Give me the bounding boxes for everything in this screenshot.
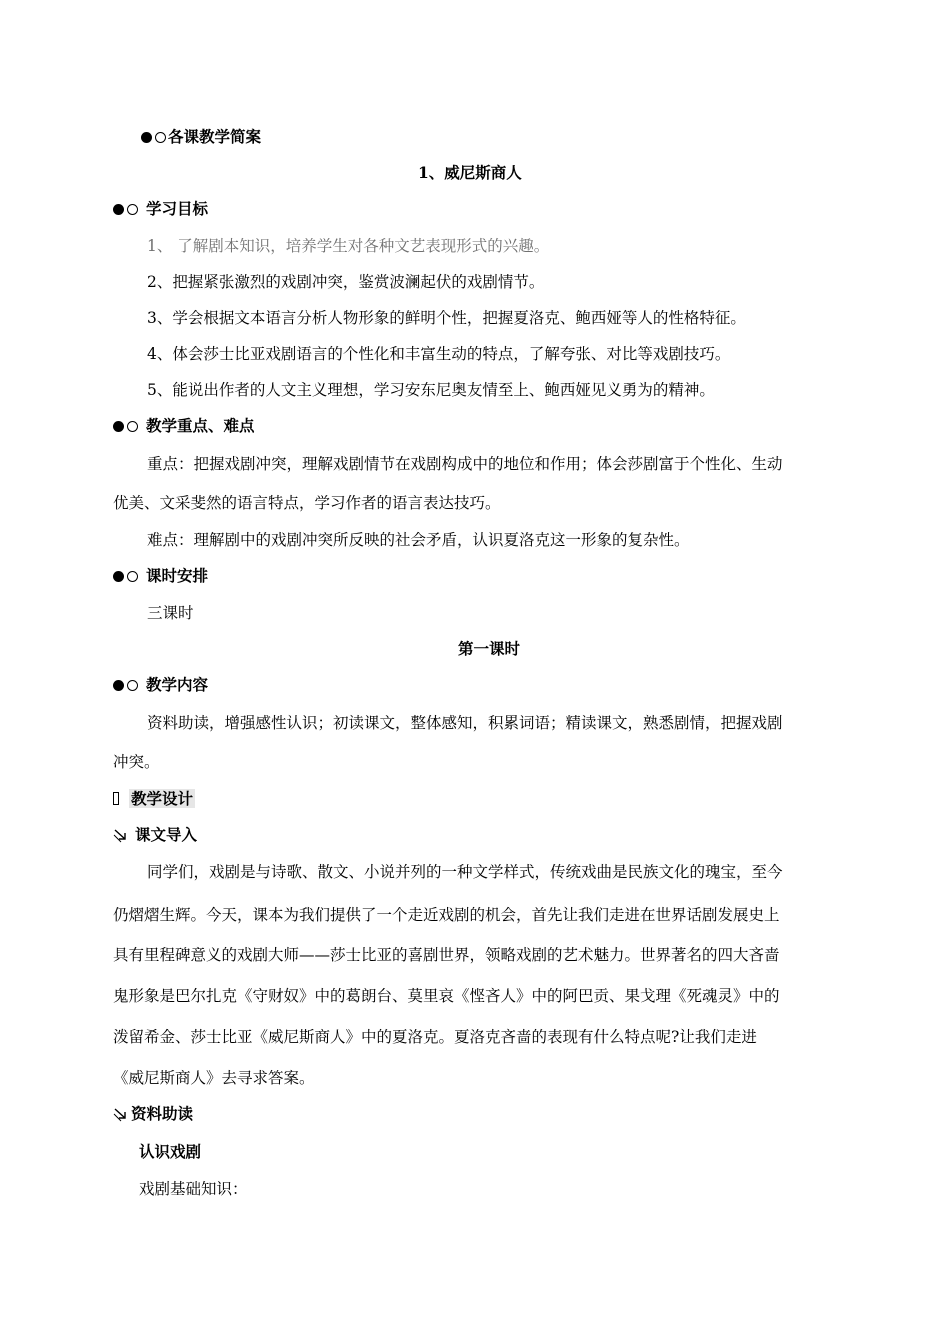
objective-item: 1、 了解剧本知识，培养学生对各种文艺表现形式的兴趣。 — [147, 237, 550, 255]
lesson-title: 1、威尼斯商人 — [418, 163, 522, 182]
intro-paragraph-line: 具有里程碑意义的戏剧大师——莎士比亚的喜剧世界，领略戏剧的艺术魅力。世界著名的四大吝啬 — [113, 946, 780, 964]
intro-paragraph-line: 《威尼斯商人》去寻求答案。 — [113, 1069, 315, 1087]
difficulty-text: 难点：理解剧中的戏剧冲突所反映的社会矛盾，认识夏洛克这一形象的复杂性。 — [147, 531, 690, 549]
focus-text-cont: 优美、文采斐然的语言特点，学习作者的语言表达技巧。 — [113, 494, 501, 512]
hollow-circle-icon — [127, 680, 138, 691]
reading-subheading: 认识戏剧 — [139, 1142, 202, 1161]
intro-heading-text: 课文导入 — [135, 825, 198, 844]
intro-paragraph-line: 同学们，戏剧是与诗歌、散文、小说并列的一种文学样式，传统戏曲是民族文化的瑰宝，至今 — [147, 863, 783, 881]
reading-text: 戏剧基础知识： — [139, 1180, 248, 1198]
filled-circle-icon — [113, 204, 124, 215]
objectives-heading — [113, 199, 208, 219]
section-title — [141, 127, 261, 147]
objectives-heading-text: 学习目标 — [146, 199, 209, 218]
schedule-heading-text: 课时安排 — [146, 566, 209, 585]
filled-circle-icon — [141, 132, 152, 143]
intro-paragraph-line: 泼留希金、莎士比亚《威尼斯商人》中的夏洛克。夏洛克吝啬的表现有什么特点呢?让我们走进 — [113, 1028, 757, 1046]
content-heading — [113, 675, 208, 695]
schedule-heading — [113, 566, 208, 586]
hollow-circle-icon — [127, 204, 138, 215]
hollow-circle-icon — [127, 421, 138, 432]
arrow-bullet-icon — [113, 1106, 129, 1122]
reading-heading — [113, 1104, 193, 1124]
design-heading-text: 教学设计 — [131, 789, 194, 808]
schedule-text: 三课时 — [147, 604, 194, 622]
filled-circle-icon — [113, 571, 124, 582]
objective-item: 5、能说出作者的人文主义理想，学习安东尼奥友情至上、鲍西娅见义勇为的精神。 — [147, 381, 715, 399]
content-heading-text: 教学内容 — [146, 675, 209, 694]
first-lesson-title: 第一课时 — [458, 639, 521, 658]
key-points-heading-text: 教学重点、难点 — [146, 416, 255, 435]
section-title-text: 各课教学简案 — [168, 127, 262, 146]
reading-heading-text: 资料助读 — [131, 1104, 194, 1123]
design-heading — [113, 789, 195, 809]
filled-circle-icon — [113, 421, 124, 432]
objective-item: 3、学会根据文本语言分析人物形象的鲜明个性，把握夏洛克、鲍西娅等人的性格特征。 — [147, 309, 746, 327]
arrow-bullet-icon — [113, 827, 129, 843]
focus-text: 重点：把握戏剧冲突，理解戏剧情节在戏剧构成中的地位和作用；体会莎剧富于个性化、生动 — [147, 455, 783, 473]
intro-paragraph-line: 鬼形象是巴尔扎克《守财奴》中的葛朗台、莫里哀《悭吝人》中的阿巴贡、果戈理《死魂灵》中的 — [113, 987, 780, 1005]
square-bullet-icon — [113, 792, 119, 805]
intro-paragraph-line: 仍熠熠生辉。今天，课本为我们提供了一个走近戏剧的机会，首先让我们走进在世界话剧发展史上 — [113, 906, 780, 924]
filled-circle-icon — [113, 680, 124, 691]
hollow-circle-icon — [127, 571, 138, 582]
objective-item: 4、体会莎士比亚戏剧语言的个性化和丰富生动的特点，了解夸张、对比等戏剧技巧。 — [147, 345, 731, 363]
intro-heading — [113, 825, 197, 845]
key-points-heading — [113, 416, 255, 436]
content-text-cont: 冲突。 — [113, 753, 160, 771]
objective-item: 2、把握紧张激烈的戏剧冲突，鉴赏波澜起伏的戏剧情节。 — [147, 273, 545, 291]
hollow-circle-icon — [155, 132, 166, 143]
content-text: 资料助读，增强感性认识；初读课文，整体感知，积累词语；精读课文，熟悉剧情，把握戏剧 — [147, 714, 783, 732]
